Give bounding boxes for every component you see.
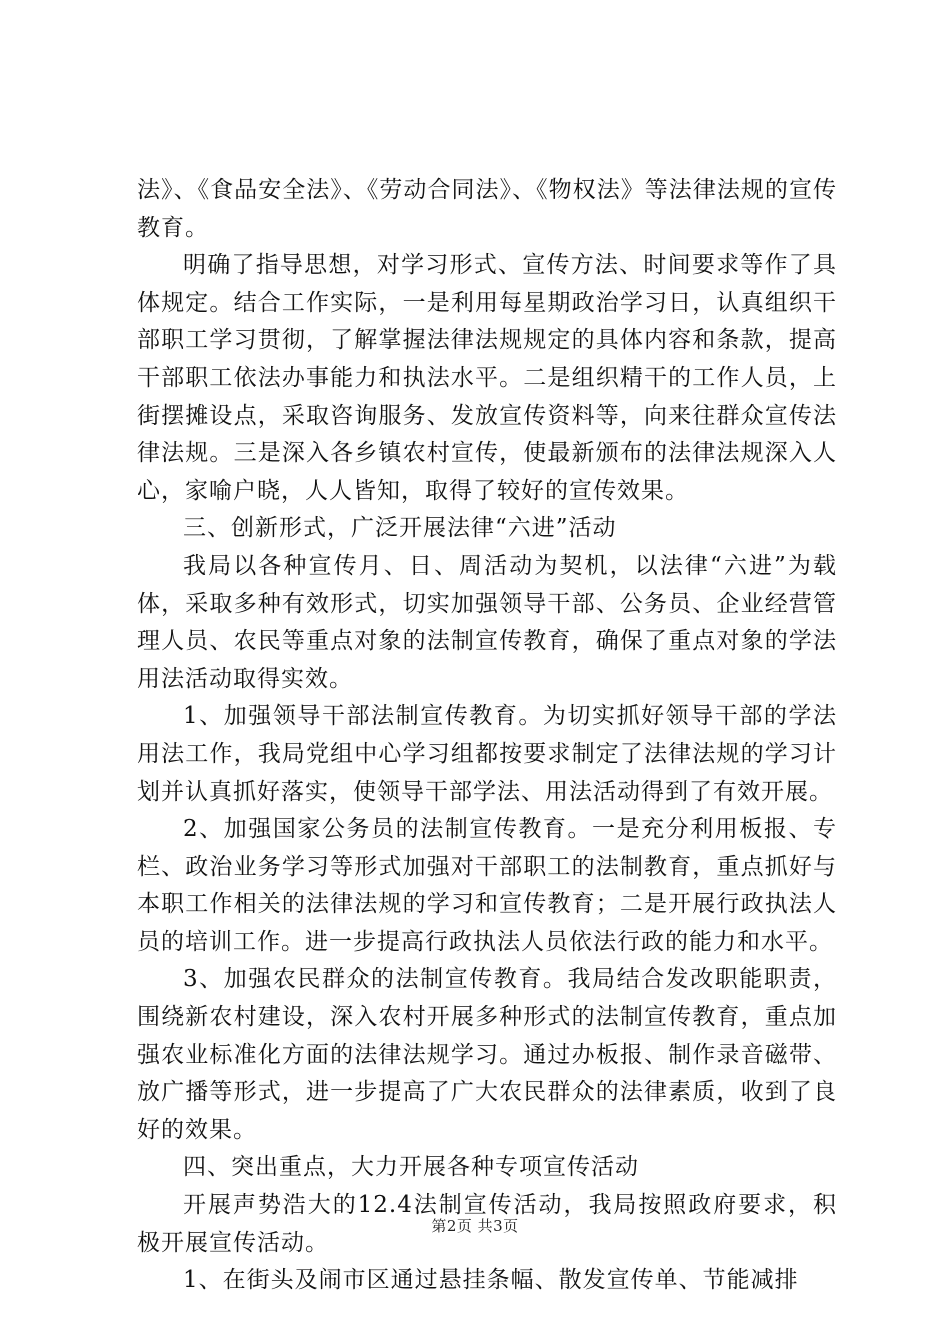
paragraph-6: 2、加强国家公务员的法制宣传教育。一是充分利用板报、专栏、政治业务学习等形式加强对干部职工的法制教育，重点抓好与本职工作相关的法律法规的学习和宣传教育；二是开展行政执法人员的培训工作。进一步提高行政执法人员依法行政的能力和水平。: [137, 816, 837, 955]
paragraph-9: 开展声势浩大的12.4法制宣传活动，我局按照政府要求，积极开展宣传活动。: [137, 1192, 837, 1256]
section-heading-4: 四、突出重点，大力开展各种专项宣传活动: [183, 1154, 639, 1181]
paragraph-4: 我局以各种宣传月、日、周活动为契机，以法律“六进”为载体，采取多种有效形式，切实加强领导干部、公务员、企业经营管理人员、农民等重点对象的法制宣传教育，确保了重点对象的学法用法活动取得实效。: [137, 552, 837, 692]
paragraph-2: 明确了指导思想，对学习形式、宣传方法、时间要求等作了具体规定。结合工作实际，一是利用每星期政治学习日，认真组织干部职工学习贯彻，了解掌握法律法规规定的具体内容和条款，提高干部职工依法办事能力和执法水平。二是组织精干的工作人员，上街摆摊设点，采取咨询服务、发放宣传资料等，向来往群众宣传法律法规。三是深入各乡镇农村宣传，使最新颁布的法律法规深入人心，家喻户晓，人人皆知，取得了较好的宣传效果。: [137, 252, 837, 504]
paragraph-10: 1、在街头及闹市区通过悬挂条幅、散发宣传单、节能减排: [183, 1267, 799, 1294]
paragraph-7: 3、加强农民群众的法制宣传教育。我局结合发改职能职责，围绕新农村建设，深入农村开展多种形式的法制宣传教育，重点加强农业标准化方面的法律法规学习。通过办板报、制作录音磁带、放广播等形式，进一步提高了广大农民群众的法律素质，收到了良好的效果。: [137, 966, 837, 1143]
paragraph-1: 法》、《食品安全法》、《劳动合同法》、《物权法》等法律法规的宣传教育。: [137, 177, 837, 241]
section-heading-3: 三、创新形式，广泛开展法律“六进”活动: [183, 515, 617, 542]
paragraph-5: 1、加强领导干部法制宣传教育。为切实抓好领导干部的学法用法工作，我局党组中心学习组都按要求制定了法律法规的学习计划并认真抓好落实，使领导干部学法、用法活动得到了有效开展。: [137, 703, 837, 805]
document-body: [137, 172, 837, 1300]
page-footer: 第2页 共3页: [431, 1217, 519, 1235]
